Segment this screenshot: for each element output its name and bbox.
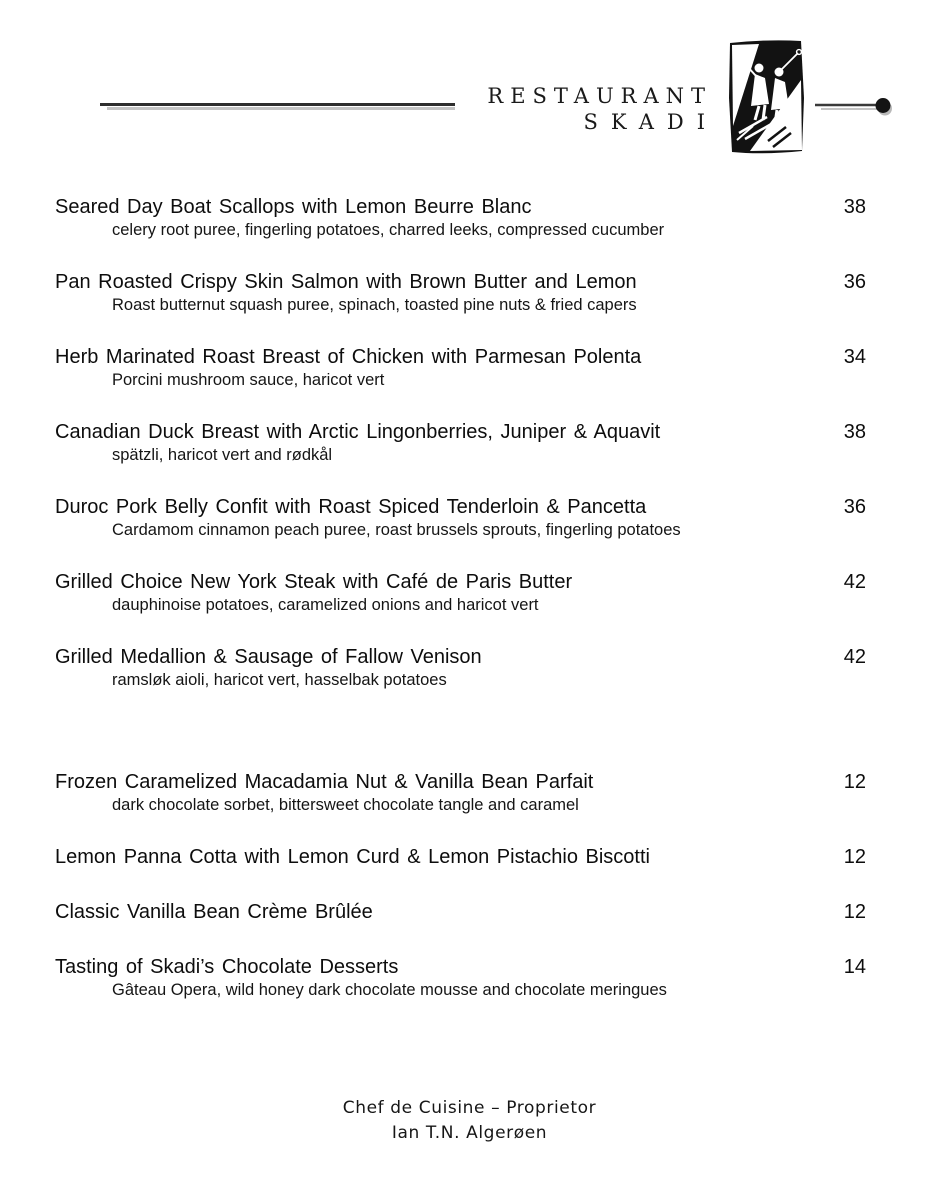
restaurant-name-line2: SKADI (583, 110, 718, 134)
rule-dark-line (100, 103, 455, 106)
menu-item-row (55, 770, 866, 795)
menu-item-row (55, 270, 866, 295)
dish-title: Seared Day Boat Scallops with Lemon Beurre Blanc (55, 196, 532, 218)
section-gap (55, 720, 866, 770)
dish-price: 42 (843, 571, 866, 593)
menu-item-row (55, 495, 866, 520)
ski-pole-divider-icon (815, 96, 895, 118)
menu-item (55, 420, 866, 465)
dish-title: Grilled Medallion & Sausage of Fallow Venison (55, 646, 482, 668)
dish-description: Porcini mushroom sauce, haricot vert (112, 371, 385, 389)
dish-description: celery root puree, fingerling potatoes, charred leeks, compressed cucumber (112, 221, 665, 239)
restaurant-name-line1: RESTAURANT (487, 84, 712, 108)
chef-name: Ian T.N. Algerøen (391, 1123, 548, 1143)
menu-item (55, 955, 866, 1000)
dish-description: Gâteau Opera, wild honey dark chocolate mousse and chocolate meringues (112, 981, 667, 999)
menu-footer (0, 1096, 939, 1146)
dish-price: 34 (843, 346, 866, 368)
dish-price: 14 (843, 956, 866, 978)
menu-item (55, 770, 866, 815)
dish-description: Roast butternut squash puree, spinach, toasted pine nuts & fried capers (112, 296, 637, 314)
dish-price: 12 (843, 846, 866, 868)
dish-description: dauphinoise potatoes, caramelized onions and haricot vert (112, 596, 539, 614)
menu-item (55, 270, 866, 315)
dish-title: Frozen Caramelized Macadamia Nut & Vanilla Bean Parfait (55, 771, 594, 793)
header-rule-left (100, 103, 455, 110)
dish-description: spätzli, haricot vert and rødkål (112, 446, 333, 464)
menu-item (55, 570, 866, 615)
chef-title: Chef de Cuisine – Proprietor (342, 1098, 597, 1118)
dish-price: 38 (843, 196, 866, 218)
mains-section (55, 195, 866, 690)
menu-item (55, 495, 866, 540)
menu-item (55, 845, 866, 870)
restaurant-name (487, 84, 718, 135)
dish-description: ramsløk aioli, haricot vert, hasselbak potatoes (112, 671, 447, 689)
dish-description: Cardamom cinnamon peach puree, roast brussels sprouts, fingerling potatoes (112, 521, 681, 539)
menu-item-row (55, 955, 866, 980)
dish-price: 42 (843, 646, 866, 668)
dish-price: 36 (843, 496, 866, 518)
menu-body (55, 195, 866, 1030)
menu-header (0, 0, 939, 180)
dish-price: 38 (843, 421, 866, 443)
menu-item (55, 645, 866, 690)
dish-title: Classic Vanilla Bean Crème Brûlée (55, 901, 373, 923)
dish-title: Tasting of Skadi’s Chocolate Desserts (55, 956, 399, 978)
skiers-logo-icon (723, 38, 808, 156)
dish-title: Grilled Choice New York Steak with Café de Paris Butter (55, 571, 573, 593)
menu-item-row (55, 195, 866, 220)
menu-item-row (55, 570, 866, 595)
dish-title: Herb Marinated Roast Breast of Chicken with Parmesan Polenta (55, 346, 642, 368)
desserts-section (55, 770, 866, 1000)
dish-title: Duroc Pork Belly Confit with Roast Spiced Tenderloin & Pancetta (55, 496, 647, 518)
rule-shadow-line (107, 107, 455, 110)
menu-item (55, 345, 866, 390)
dish-price: 12 (843, 901, 866, 923)
menu-item-row (55, 845, 866, 870)
menu-item-row (55, 420, 866, 445)
menu-item-row (55, 900, 866, 925)
menu-item (55, 900, 866, 925)
menu-item-row (55, 345, 866, 370)
dish-price: 36 (843, 271, 866, 293)
dish-title: Pan Roasted Crispy Skin Salmon with Brown Butter and Lemon (55, 271, 637, 293)
dish-title: Canadian Duck Breast with Arctic Lingonberries, Juniper & Aquavit (55, 421, 661, 443)
dish-description: dark chocolate sorbet, bittersweet chocolate tangle and caramel (112, 796, 579, 814)
menu-item (55, 195, 866, 240)
dish-title: Lemon Panna Cotta with Lemon Curd & Lemon Pistachio Biscotti (55, 846, 650, 868)
dish-price: 12 (843, 771, 866, 793)
menu-item-row (55, 645, 866, 670)
